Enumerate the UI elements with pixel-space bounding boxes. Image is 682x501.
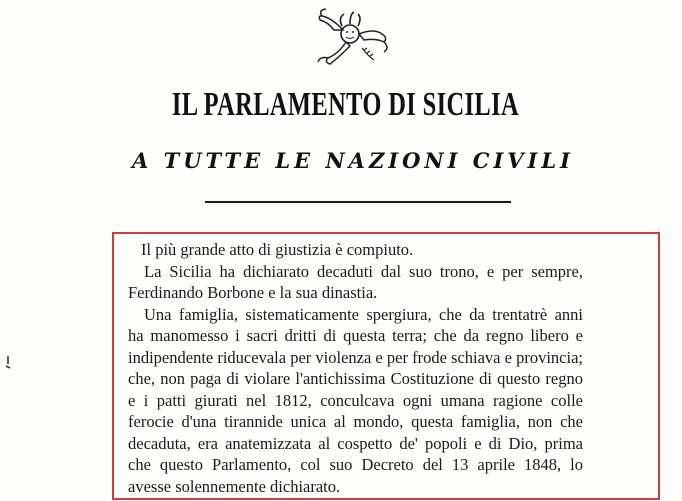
text-line: ferocie d'una tirannide unica al mondo, questa famiglia, non che: [128, 412, 583, 431]
text-line: La Sicilia ha dichiarato decaduti dal suo trono, e per sempre,: [144, 261, 583, 281]
ornamental-divider: [205, 201, 511, 203]
text-line: Ferdinando Borbone e la sua dinastia.: [128, 283, 378, 302]
page-subtitle: A TUTTE LE NAZIONI CIVILI: [132, 148, 574, 173]
text-line: e i patti giurati nel 1812, conculcava ogni umana ragione colle: [128, 390, 583, 410]
page-title: IL PARLAMENTO DI SICILIA: [171, 86, 520, 123]
margin-mark: [4, 355, 12, 369]
text-line: Una famiglia, sistematicamente spergiura, che da trentatrè anni: [144, 304, 583, 324]
text-line: ha manomesso i sacri dritti di questa terra; che da regno libero e: [128, 326, 583, 345]
proclamation-text: [128, 239, 583, 497]
text-line: Il più grande atto di giustizia è compiuto.: [141, 240, 414, 259]
text-line: indipendente riducevala per violenza e per frode schiava e provincia;: [128, 347, 583, 367]
trinacria-icon: [304, 4, 396, 68]
text-line: che, non paga di violare l'antichissima Costituzione di questo regno: [128, 369, 583, 388]
text-line: che questo Parlamento, col suo Decreto del 13 aprile 1848, lo: [128, 455, 583, 474]
text-line: decaduta, era anatemizzata al cospetto de' popoli e di Dio, prima: [128, 433, 583, 453]
text-line: avesse solennemente dichiarato.: [128, 476, 341, 496]
